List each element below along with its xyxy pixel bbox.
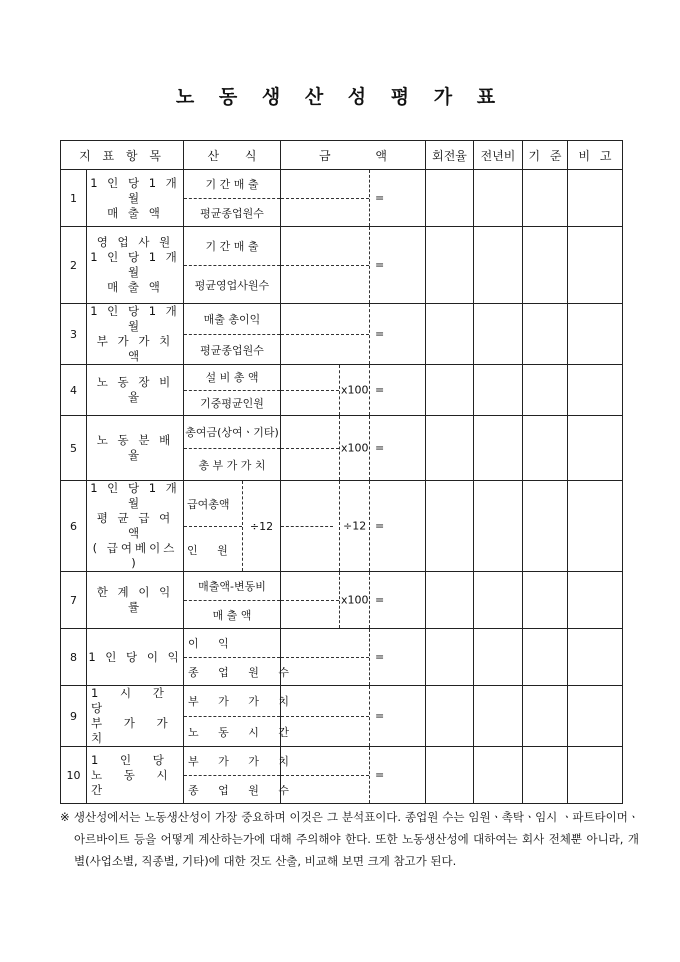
indicator-item: [87, 416, 184, 481]
header-prev-period: 회전율: [426, 141, 474, 170]
header-amount-left: 금: [319, 148, 331, 163]
formula-denominator: 평균영업사원수: [194, 278, 270, 292]
amount-cell[interactable]: [281, 170, 426, 227]
table-row: [61, 747, 623, 804]
formula-denominator: 기중평균인원: [200, 397, 264, 410]
formula-denominator: 인 원: [187, 543, 236, 557]
indicator-line: 매 출 액: [107, 280, 163, 294]
standard-cell[interactable]: [523, 481, 568, 572]
fraction-line: [281, 526, 333, 527]
indicator-item: [87, 227, 184, 304]
fraction-line: [281, 390, 339, 391]
remarks-cell[interactable]: [568, 170, 623, 227]
indicator-item: [87, 170, 184, 227]
prev-period-cell[interactable]: [426, 629, 474, 686]
indicator-line: 노 동 장 비 율: [96, 375, 174, 404]
table-row: [61, 227, 623, 304]
standard-cell[interactable]: [523, 227, 568, 304]
indicator-line: 부 가 가 치: [91, 716, 177, 745]
row-number: 8: [61, 629, 87, 686]
prev-period-cell[interactable]: [426, 416, 474, 481]
amount-cell[interactable]: [281, 572, 426, 629]
row-number: 6: [61, 481, 87, 572]
amount-divider: [339, 572, 340, 628]
indicator-item: [87, 304, 184, 365]
prev-year-cell[interactable]: [474, 170, 523, 227]
row-number: 1: [61, 170, 87, 227]
remarks-cell[interactable]: [568, 416, 623, 481]
amount-cell[interactable]: [281, 747, 426, 804]
amount-cell[interactable]: [281, 481, 426, 572]
fraction-line: [281, 265, 369, 266]
row-number: 4: [61, 365, 87, 416]
equals-sign: =: [375, 709, 385, 723]
prev-year-cell[interactable]: [474, 747, 523, 804]
formula-cell: [184, 686, 297, 747]
header-prev-year: 전년비: [474, 141, 523, 170]
formula-numerator: 기 간 매 출: [184, 170, 280, 199]
formula-cell: [184, 227, 281, 304]
prev-year-cell[interactable]: [474, 629, 523, 686]
equals-sign: =: [375, 650, 385, 664]
indicator-item: [87, 481, 184, 572]
amount-divider: [339, 481, 340, 571]
formula-denominator: 평균종업원수: [200, 343, 264, 357]
equals-sign: =: [375, 593, 385, 607]
remarks-cell[interactable]: [568, 747, 623, 804]
prev-period-cell[interactable]: [426, 170, 474, 227]
formula-numerator: 이 익: [184, 629, 280, 658]
formula-numerator: 설 비 총 액: [184, 365, 280, 391]
indicator-line: 1 인 당 1 개 월: [90, 304, 180, 333]
formula-cell: [184, 572, 281, 629]
indicator-item: [87, 572, 184, 629]
evaluation-table: [60, 140, 623, 804]
prev-period-cell[interactable]: [426, 304, 474, 365]
formula-denominator: 매 출 액: [212, 608, 252, 622]
standard-cell[interactable]: [523, 365, 568, 416]
formula-cell: [184, 629, 297, 686]
formula-denominator: 종 업 원 수: [188, 783, 297, 797]
amount-divider: [369, 686, 370, 746]
formula-numerator: 총여금(상여ㆍ기타): [184, 416, 280, 449]
prev-period-cell[interactable]: [426, 747, 474, 804]
row-number: 7: [61, 572, 87, 629]
indicator-line: 부 가 가 치 액: [96, 334, 174, 363]
footnote: ※ 생산성에서는 노동생산성이 가장 중요하며 이것은 그 분석표이다. 종업원 수는 임원ㆍ촉탁ㆍ임시 ㆍ파트타이머ㆍ아르바이트 등을 어떻게 계산하는가에 대해 주의해야 한다. 또한 노동생산성에 대하여는 회사 전체뿐 아니라, 개별(사업소별, 직종별, 기타)에 대한 것도 산출, 비교해 보면 크게 참고가 된다.: [60, 810, 639, 868]
times-100: x100: [341, 593, 369, 607]
formula-denominator: 평균종업원수: [200, 206, 264, 220]
amount-divider: [369, 227, 370, 303]
header-amount: [281, 141, 426, 170]
standard-cell[interactable]: [523, 572, 568, 629]
remarks-cell[interactable]: [568, 686, 623, 747]
indicator-line: 한 계 이 익 률: [96, 585, 174, 614]
standard-cell[interactable]: [523, 304, 568, 365]
prev-period-cell[interactable]: [426, 481, 474, 572]
prev-year-cell[interactable]: [474, 572, 523, 629]
header-remarks: 비 고: [568, 141, 623, 170]
formula-denominator: 종 업 원 수: [188, 665, 297, 679]
prev-year-cell[interactable]: [474, 481, 523, 572]
formula-numerator: 기 간 매 출: [184, 227, 280, 266]
amount-divider: [369, 481, 370, 571]
equals-sign: =: [375, 519, 385, 533]
amount-cell[interactable]: [281, 629, 426, 686]
formula-numerator: 매출 총이익: [184, 304, 280, 335]
row-number: 9: [61, 686, 87, 747]
amount-divider: [369, 365, 370, 415]
fraction-line: [281, 198, 369, 199]
remarks-cell[interactable]: [568, 365, 623, 416]
header-formula: 산 식: [184, 141, 281, 170]
indicator-item: [87, 629, 184, 686]
indicator-line: 1 시 간 당: [91, 686, 173, 715]
prev-year-cell[interactable]: [474, 416, 523, 481]
amount-divider: [369, 304, 370, 364]
indicator-line: 평 균 급 여 액: [96, 511, 174, 540]
standard-cell[interactable]: [523, 686, 568, 747]
formula-numerator: 매출액-변동비: [184, 572, 280, 601]
indicator-line: 1 인 당 1 개 월: [90, 481, 180, 510]
indicator-line: 1 인 당 1 개 월: [90, 175, 180, 205]
indicator-line: 1 인 당 이 익: [88, 649, 182, 664]
times-100: x100: [341, 441, 369, 455]
indicator-line: 노 동 분 배 율: [96, 433, 174, 462]
table-row: [61, 416, 623, 481]
table-row: [61, 304, 623, 365]
prev-year-cell[interactable]: [474, 227, 523, 304]
table-row: [61, 481, 623, 572]
formula-cell: [184, 365, 281, 416]
remarks-cell[interactable]: [568, 227, 623, 304]
standard-cell[interactable]: [523, 747, 568, 804]
table-row: [61, 365, 623, 416]
amount-divider: [369, 629, 370, 685]
equals-sign: =: [375, 768, 385, 782]
remarks-cell[interactable]: [568, 629, 623, 686]
equals-sign: =: [375, 441, 385, 455]
formula-numerator: 부 가 가 치: [184, 747, 280, 776]
formula-cell: [184, 416, 281, 481]
amount-cell[interactable]: [281, 365, 426, 416]
formula-cell: [184, 747, 297, 804]
fraction-line: [281, 657, 369, 658]
header-row: [61, 141, 623, 170]
row-number: 10: [61, 747, 87, 804]
prev-period-cell[interactable]: [426, 365, 474, 416]
standard-cell[interactable]: [523, 416, 568, 481]
fraction-line: [281, 334, 369, 335]
formula-denominator: 노 동 시 간: [188, 725, 297, 739]
indicator-line: 매 출 액: [107, 205, 163, 220]
indicator-line: 1 인 당 1 개 월: [90, 250, 180, 279]
formula-numerator: 급여총액: [184, 481, 242, 527]
standard-cell[interactable]: [523, 629, 568, 686]
indicator-item: [87, 686, 184, 747]
prev-period-cell[interactable]: [426, 572, 474, 629]
table-row: [61, 629, 623, 686]
fraction-line: [281, 716, 369, 717]
formula-numerator: 부 가 가 치: [184, 686, 280, 717]
amount-divider: [369, 572, 370, 628]
row-number: 3: [61, 304, 87, 365]
equals-sign: =: [375, 383, 385, 397]
amount-divider: [369, 416, 370, 480]
row-number: 2: [61, 227, 87, 304]
indicator-line: 노 동 시 간: [91, 767, 177, 797]
indicator-line: 영 업 사 원: [96, 235, 174, 249]
indicator-item: [87, 747, 184, 804]
amount-divider: [369, 170, 370, 226]
equals-sign: =: [375, 327, 385, 341]
row-number: 5: [61, 416, 87, 481]
prev-year-cell[interactable]: [474, 365, 523, 416]
amount-divider: [339, 416, 340, 480]
fraction-line: [281, 448, 339, 449]
table-row: [61, 572, 623, 629]
indicator-line: ( 급여베이스 ): [92, 541, 178, 570]
table-row: [61, 686, 623, 747]
equals-sign: =: [375, 191, 385, 205]
formula-cell: [184, 304, 281, 365]
equals-sign: =: [375, 258, 385, 272]
indicator-line: 1 인 당: [91, 752, 173, 767]
header-standard: 기 준: [523, 141, 568, 170]
amount-cell[interactable]: [281, 227, 426, 304]
fraction-line: [281, 775, 369, 776]
table-row: [61, 170, 623, 227]
remarks-cell[interactable]: [568, 481, 623, 572]
amount-divider: [369, 747, 370, 803]
amount-cell[interactable]: [281, 416, 426, 481]
prev-period-cell[interactable]: [426, 227, 474, 304]
remarks-cell[interactable]: [568, 304, 623, 365]
indicator-item: [87, 365, 184, 416]
prev-year-cell[interactable]: [474, 304, 523, 365]
formula-denominator: 총 부 가 가 치: [198, 458, 266, 472]
standard-cell[interactable]: [523, 170, 568, 227]
amount-cell[interactable]: [281, 686, 426, 747]
divide-by-12: ÷12: [249, 519, 274, 533]
header-item: 지 표 항 목: [61, 141, 184, 170]
divide-by-12: ÷12: [343, 519, 367, 533]
amount-divider: [339, 365, 340, 415]
formula-cell: [184, 481, 281, 572]
page-title: 노 동 생 산 성 평 가 표: [175, 86, 505, 108]
header-amount-right: 액: [375, 148, 387, 163]
prev-period-cell[interactable]: [426, 686, 474, 747]
remarks-cell[interactable]: [568, 572, 623, 629]
formula-cell: [184, 170, 281, 227]
prev-year-cell[interactable]: [474, 686, 523, 747]
fraction-line: [281, 600, 339, 601]
amount-cell[interactable]: [281, 304, 426, 365]
times-100: x100: [341, 383, 369, 397]
